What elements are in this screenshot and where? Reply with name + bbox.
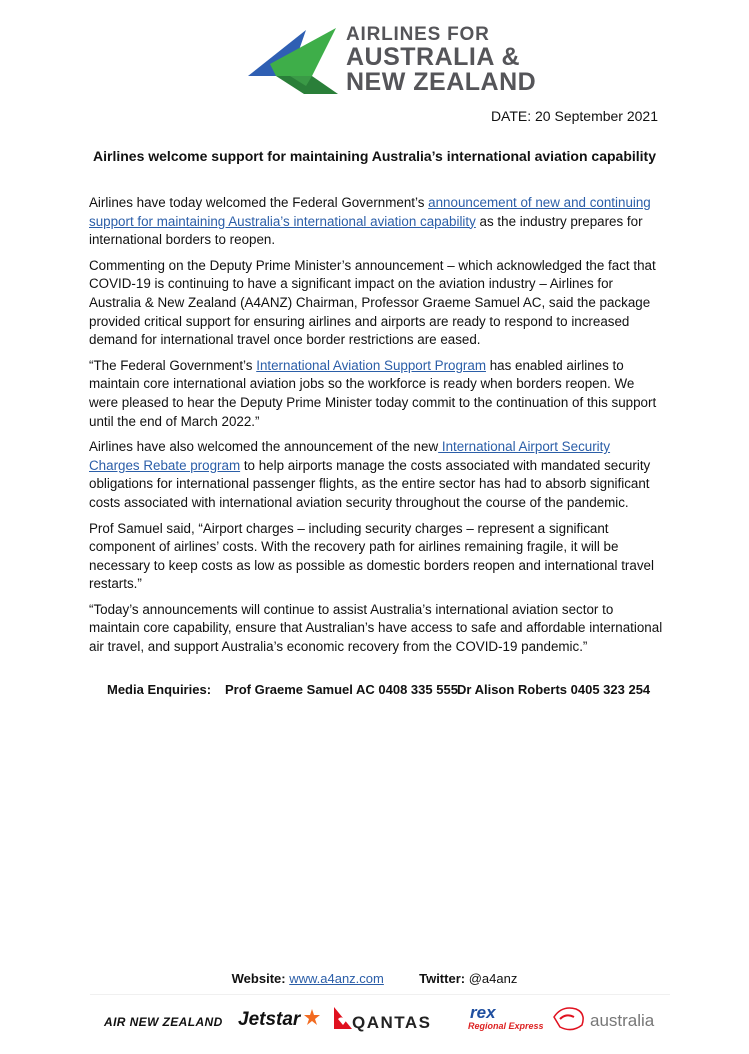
twitter-label: Twitter: [419, 971, 466, 986]
qantas-logo: QANTAS [352, 1013, 432, 1032]
jetstar-logo: Jetstar [238, 1009, 301, 1030]
paragraph-3 [89, 357, 663, 431]
media-contact-2: Dr Alison Roberts 0405 323 254 [457, 682, 651, 697]
headline: Airlines welcome support for maintaining Australia’s international aviation capability [93, 148, 656, 164]
paragraph-2: Commenting on the Deputy Prime Minister’s announcement – which acknowledged the fact that COVID-19 is continuing to have a significant impact on the aviation industry – Airlines for Australia & New Zealand (A4ANZ) Chairman, Professor Graeme Samuel AC, said the package provided critical support for ensuring airlines and airports are ready to respond to increased demand for international travel once border restrictions are eased. [89, 257, 656, 348]
website-label: Website: [231, 971, 286, 986]
paragraph-1 [89, 194, 663, 250]
rebate-program-link[interactable]: International Airport Security Charges Rebate program [89, 439, 611, 473]
announcement-link[interactable]: announcement of new and continuing support for maintaining Australia’s international aviation capability [89, 195, 651, 229]
virgin-australia-logo: australia [590, 1011, 655, 1030]
media-enquiries [107, 682, 650, 697]
paragraph-4 [89, 438, 663, 512]
paragraph-1-text-end: as the industry prepares for international borders to reopen. [89, 213, 643, 248]
rex-logo: rex [470, 1003, 496, 1022]
paragraph-3-text: “The Federal Government’s [89, 357, 257, 373]
paragraph-4-text: Airlines have also welcomed the announcement of the new [89, 439, 439, 455]
release-date: DATE: 20 September 2021 [490, 108, 658, 124]
virgin-logo-icon [552, 1003, 588, 1033]
release-body [89, 194, 663, 664]
a4anz-wing-logo-icon [246, 26, 342, 94]
logo-wordmark [346, 25, 536, 95]
rex-subtitle: Regional Express [468, 1021, 544, 1031]
airline-logos-strip [90, 994, 670, 1041]
paragraph-1-text: Airlines have today welcomed the Federal Government’s [89, 195, 429, 210]
website-link[interactable]: www.a4anz.com [289, 971, 384, 986]
media-contact-1: Prof Graeme Samuel AC 0408 335 555 [225, 682, 458, 697]
media-label: Media Enquiries: [107, 682, 212, 697]
a4anz-logo [246, 22, 546, 102]
footer-contacts [0, 971, 749, 986]
logo-line-2: AUSTRALIA & [346, 43, 521, 71]
twitter-handle: @a4anz [468, 971, 518, 986]
support-program-link[interactable]: International Aviation Support Program [256, 357, 486, 373]
logo-line-3: NEW ZEALAND [346, 68, 537, 96]
paragraph-5: Prof Samuel said, “Airport charges – including security charges – represent a significant component of airlines’ costs. With the recovery path for airlines remaining fragile, it will be necessary to keep costs as low as possible as domestic borders reopen and international travel restarts.” [89, 520, 654, 592]
qantas-kangaroo-icon [334, 1007, 352, 1029]
logo-line-1: AIRLINES FOR [346, 24, 490, 45]
paragraph-3-text-end: has enabled airlines to maintain core international aviation jobs so the workforce is ready when borders reopen. We were pleased to hear the Deputy Prime Minister today commit to the continuation of this support until the end of March 2022.” [89, 357, 657, 429]
paragraph-6: “Today’s announcements will continue to assist Australia’s international aviation sector to maintain core capability, ensure that Australian’s have access to safe and affordable international air travel, and support Australia’s economic recovery from the COVID-19 pandemic.” [89, 601, 663, 655]
jetstar-star-icon [304, 1009, 320, 1025]
paragraph-4-text-end: to help airports manage the costs associated with mandated security obligations for international passenger flights, as the entire sector has had to absorb significant costs associated with international aviation security throughout the course of the pandemic. [89, 457, 651, 510]
air-new-zealand-logo: AIR NEW ZEALAND [104, 1015, 223, 1029]
